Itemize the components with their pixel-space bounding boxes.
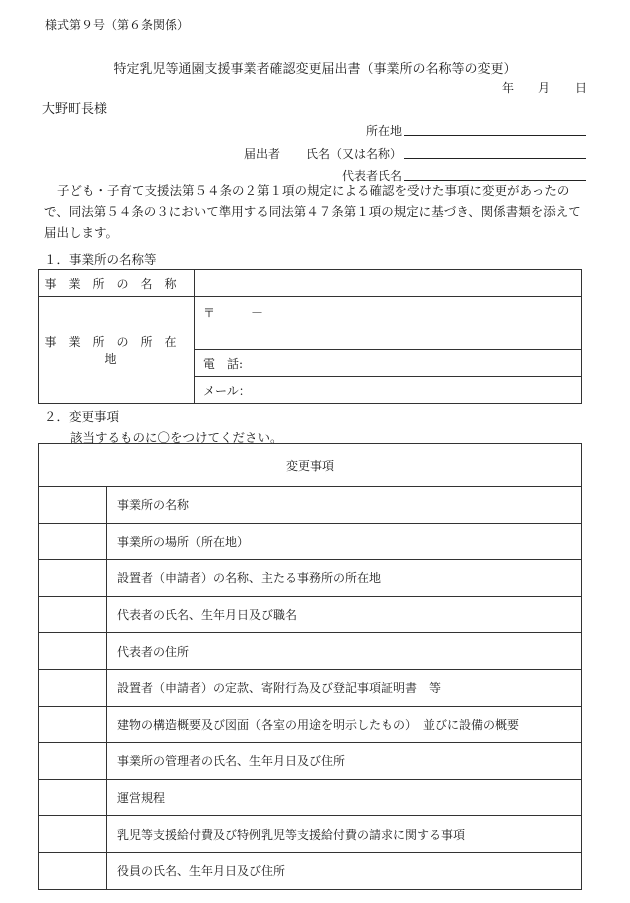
change-item-row bbox=[39, 633, 582, 670]
facility-name-field[interactable] bbox=[195, 270, 582, 297]
change-item-row bbox=[39, 669, 582, 706]
change-mark-cell[interactable] bbox=[39, 596, 107, 633]
change-item-row bbox=[39, 779, 582, 816]
change-item-label: 設置者（申請者）の定款、寄附行為及び登記事項証明書 等 bbox=[107, 669, 582, 706]
change-item-row bbox=[39, 816, 582, 853]
email-field[interactable]: メール： bbox=[195, 377, 582, 404]
change-item-label: 役員の氏名、生年月日及び住所 bbox=[107, 852, 582, 889]
change-mark-cell[interactable] bbox=[39, 852, 107, 889]
change-item-row bbox=[39, 523, 582, 560]
section1-heading: １．事業所の名称等 bbox=[44, 252, 157, 267]
facility-info-table bbox=[38, 269, 582, 404]
change-item-label: 代表者の氏名、生年月日及び職名 bbox=[107, 596, 582, 633]
phone-field[interactable]: 電 話: bbox=[195, 350, 582, 377]
changes-table-header: 変更事項 bbox=[39, 444, 582, 487]
change-mark-cell[interactable] bbox=[39, 633, 107, 670]
change-mark-cell[interactable] bbox=[39, 523, 107, 560]
change-mark-cell[interactable] bbox=[39, 560, 107, 597]
address-label: 所在地 bbox=[366, 124, 403, 138]
name-line[interactable] bbox=[404, 158, 586, 159]
change-item-label: 設置者（申請者）の名称、主たる事務所の所在地 bbox=[107, 560, 582, 597]
notifier-label: 届出者 bbox=[244, 147, 281, 161]
change-mark-cell[interactable] bbox=[39, 743, 107, 780]
change-item-row bbox=[39, 743, 582, 780]
change-item-row bbox=[39, 487, 582, 524]
facility-name-label: 事業所の名称 bbox=[39, 270, 195, 297]
change-item-label: 事業所の管理者の氏名、生年月日及び住所 bbox=[107, 743, 582, 780]
date-day-label: 日 bbox=[575, 81, 588, 95]
change-item-row bbox=[39, 852, 582, 889]
change-mark-cell[interactable] bbox=[39, 706, 107, 743]
change-item-row bbox=[39, 596, 582, 633]
facility-location-label: 事業所の所在地 bbox=[39, 297, 195, 404]
change-mark-cell[interactable] bbox=[39, 669, 107, 706]
date-year-label: 年 bbox=[502, 81, 515, 95]
change-item-label: 運営規程 bbox=[107, 779, 582, 816]
form-number: 様式第９号（第６条関係） bbox=[45, 18, 190, 32]
changes-table bbox=[38, 443, 582, 890]
change-item-row bbox=[39, 560, 582, 597]
change-item-label: 建物の構造概要及び図面（各室の用途を明示したもの） 並びに設備の概要 bbox=[107, 706, 582, 743]
change-mark-cell[interactable] bbox=[39, 779, 107, 816]
change-item-label: 代表者の住所 bbox=[107, 633, 582, 670]
date-month-label: 月 bbox=[538, 81, 551, 95]
document-title: 特定乳児等通園支援事業者確認変更届出書（事業所の名称等の変更） bbox=[113, 62, 517, 77]
change-item-label: 乳児等支援給付費及び特例乳児等支援給付費の請求に関する事項 bbox=[107, 816, 582, 853]
postal-field[interactable]: 〒 － bbox=[195, 297, 582, 350]
name-label: 氏名（又は名称） bbox=[306, 147, 403, 161]
change-mark-cell[interactable] bbox=[39, 487, 107, 524]
section2-heading: ２．変更事項 bbox=[44, 409, 120, 424]
change-item-row bbox=[39, 706, 582, 743]
addressee: 大野町長様 bbox=[42, 102, 108, 117]
section2-instruction: 該当するものに〇をつけてください。 bbox=[70, 430, 283, 445]
address-line[interactable] bbox=[404, 135, 586, 136]
body-text: 子ども・子育て支援法第５４条の２第１項の規定による確認を受けた事項に変更があったので、同法第５４条の３において準用する同法第４７条第１項の規定に基づき、関係書類を添えて届出します。 bbox=[44, 183, 581, 240]
representative-label: 代表者氏名 bbox=[342, 169, 403, 183]
change-item-label: 事業所の場所（所在地） bbox=[107, 523, 582, 560]
change-mark-cell[interactable] bbox=[39, 816, 107, 853]
change-item-label: 事業所の名称 bbox=[107, 487, 582, 524]
